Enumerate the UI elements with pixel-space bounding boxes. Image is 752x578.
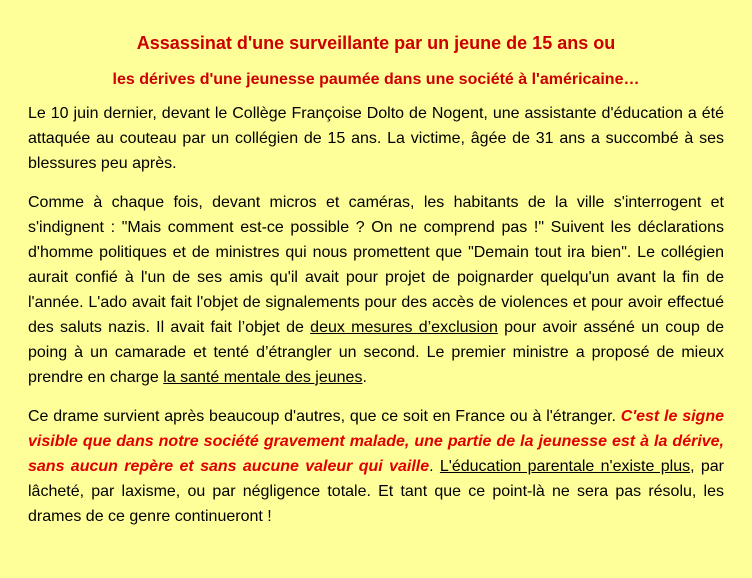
parental-education-underlined: L'éducation parentale n'existe plus — [439, 458, 691, 475]
paragraph-2 — [28, 176, 724, 390]
paragraph-3-text-a: Ce drame survient après beaucoup d'autres, que ce soit en France ou à l'étranger. — [28, 408, 621, 425]
paragraph-3-text-b: . — [429, 458, 440, 475]
paragraph-3-text-c: , par lâcheté, par laxisme, ou par négligence totale. Et tant que ce point-là ne sera pas résolu, les drames de ce genre continueront ! — [28, 458, 725, 525]
paragraph-3 — [28, 390, 724, 529]
article-subtitle: les dérives d'une jeunesse paumée dans une société à l'américaine… — [112, 71, 640, 88]
exclusion-link[interactable]: deux mesures d’exclusion — [310, 319, 498, 336]
paragraph-2-text-c: . — [362, 369, 367, 386]
paragraph-2-text-b: pour avoir asséné un coup de poing à un camarade et tenté d’étrangler un second. Le premier ministre a proposé de mieux prendre en charge — [28, 319, 724, 386]
article-title: Assassinat d'une surveillante par un jeune de 15 ans ou — [136, 33, 616, 53]
paragraph-1: Le 10 juin dernier, devant le Collège Françoise Dolto de Nogent, une assistante d'éducation a été attaquée au couteau par un collégien de 15 ans. La victime, âgée de 31 ans a succombé à ses blessures peu après. — [28, 105, 724, 172]
paragraph-3-emphasis: C'est le signe visible que dans notre société gravement malade, une partie de la jeunesse est à la dérive, sans aucun repère et sans aucune valeur qui vaille — [28, 408, 724, 475]
paragraph-2-text-a: Comme à chaque fois, devant micros et caméras, les habitants de la ville s'interrogent et s'indignent : "Mais comment est-ce possible ? On ne comprend pas !" Suivent les déclarations d'homme politiques et de ministres qui nous promettent que "Demain tout ira bien". Le collégien aurait confié à l'un de ses amis qu'il avait pour projet de poignarder quelqu'un avant la fin de l'année. L'ado avait fait l'objet de signalements pour des accès de violences et pour avoir effectué des saluts nazis. Il avait fait l’objet de — [28, 194, 724, 336]
mental-health-link[interactable]: la santé mentale des jeunes — [163, 369, 363, 386]
